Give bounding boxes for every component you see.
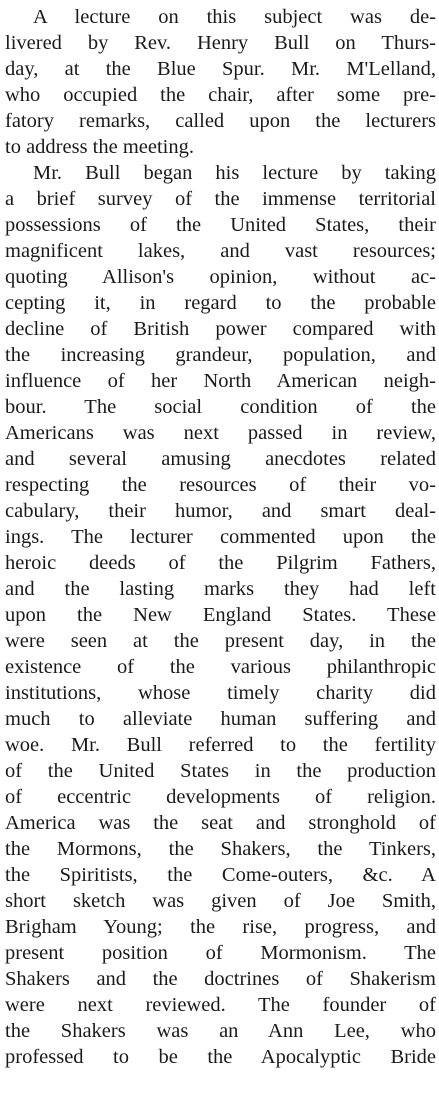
text-line: upon the New England States. These (5, 604, 436, 626)
text-line: existence of the various philanthropic (5, 656, 436, 678)
text-line: woe. Mr. Bull referred to the fertility (5, 734, 436, 756)
text-line: cabulary, their humor, and smart deal- (5, 500, 436, 522)
paragraph-intro (5, 4, 436, 160)
text-line: Shakers and the doctrines of Shakerism (5, 968, 436, 990)
text-line: respecting the resources of their vo- (5, 474, 436, 496)
text-line: livered by Rev. Henry Bull on Thurs- (5, 32, 436, 54)
text-line: Americans was next passed in review, (5, 422, 436, 444)
text-line: professed to be the Apocalyptic Bride (5, 1046, 436, 1068)
text-line: cepting it, in regard to the probable (5, 292, 436, 314)
text-line: influence of her North American neigh- (5, 370, 436, 392)
text-line: day, at the Blue Spur. Mr. M'Lelland, (5, 58, 436, 80)
text-line: fatory remarks, called upon the lecturers (5, 110, 436, 132)
text-line: and several amusing anecdotes related (5, 448, 436, 470)
text-line: of eccentric developments of religion. (5, 786, 436, 808)
text-line: Mr. Bull began his lecture by taking (33, 162, 436, 184)
text-line: the Spiritists, the Come-outers, &c. A (5, 864, 436, 886)
text-line: and the lasting marks they had left (5, 578, 436, 600)
text-line: possessions of the United States, their (5, 214, 436, 236)
text-line: were next reviewed. The founder of (5, 994, 436, 1016)
text-line: Brigham Young; the rise, progress, and (5, 916, 436, 938)
text-line: were seen at the present day, in the (5, 630, 436, 652)
text-line: quoting Allison's opinion, without ac- (5, 266, 436, 288)
text-line: much to alleviate human suffering and (5, 708, 436, 730)
text-line: present position of Mormonism. The (5, 942, 436, 964)
paragraph-lecture-body (5, 160, 436, 1070)
text-line: heroic deeds of the Pilgrim Fathers, (5, 552, 436, 574)
text-line: A lecture on this subject was de- (33, 6, 436, 28)
text-line: magnificent lakes, and vast resources; (5, 240, 436, 262)
text-line: the increasing grandeur, population, and (5, 344, 436, 366)
text-line: institutions, whose timely charity did (5, 682, 436, 704)
text-line: bour. The social condition of the (5, 396, 436, 418)
text-line: ings. The lecturer commented upon the (5, 526, 436, 548)
text-line: to address the meeting. (5, 136, 195, 158)
text-line: a brief survey of the immense territorial (5, 188, 436, 210)
text-line: who occupied the chair, after some pre- (5, 84, 436, 106)
text-line: short sketch was given of Joe Smith, (5, 890, 436, 912)
text-line: decline of British power compared with (5, 318, 436, 340)
text-line: the Shakers was an Ann Lee, who (5, 1020, 436, 1042)
text-line: of the United States in the production (5, 760, 436, 782)
text-line: the Mormons, the Shakers, the Tinkers, (5, 838, 436, 860)
text-line: America was the seat and stronghold of (5, 812, 436, 834)
